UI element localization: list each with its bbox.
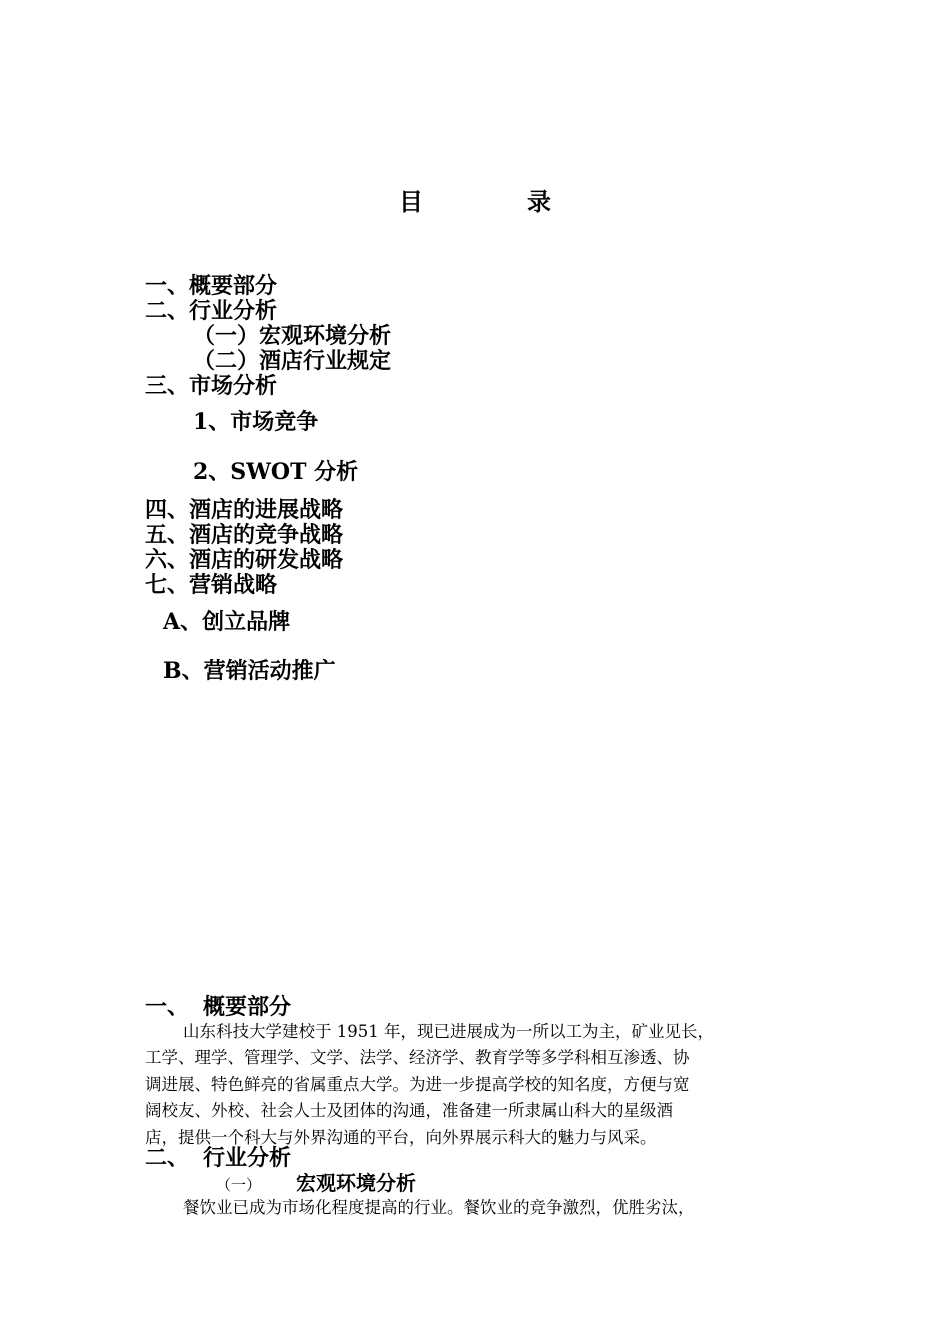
toc-item-5[interactable]: 五、酒店的竞争战略 bbox=[145, 522, 344, 548]
section-title: 行业分析 bbox=[203, 1145, 292, 1171]
section-number: 二、 bbox=[145, 1145, 190, 1171]
toc-title: 目 录 bbox=[399, 187, 591, 216]
toc-item-7-b[interactable]: B、营销活动推广 bbox=[163, 658, 336, 684]
paragraph-2 bbox=[145, 1195, 805, 1221]
toc-item-2-2[interactable]: （二）酒店行业规定 bbox=[193, 348, 392, 374]
subsection-heading-1 bbox=[216, 1171, 416, 1197]
paragraph-line: 工学、理学、管理学、文学、法学、经济学、教育学等多学科相互渗透、协 bbox=[145, 1048, 690, 1068]
toc-item-4[interactable]: 四、酒店的进展战略 bbox=[145, 497, 344, 523]
paragraph-line: 山东科技大学建校于 1951 年，现已进展成为一所以工为主，矿业见长， bbox=[183, 1022, 714, 1041]
toc-item-1[interactable]: 一、概要部分 bbox=[145, 273, 278, 299]
toc-item-2[interactable]: 二、行业分析 bbox=[145, 298, 278, 324]
toc-item-3-1[interactable]: 1、市场竞争 bbox=[193, 409, 319, 435]
toc-item-7-a[interactable]: A、创立品牌 bbox=[163, 609, 291, 635]
toc-item-7[interactable]: 七、营销战略 bbox=[145, 572, 278, 598]
subsection-number: （一） bbox=[216, 1176, 262, 1194]
section-number: 一、 bbox=[145, 994, 190, 1020]
toc-item-3[interactable]: 三、市场分析 bbox=[145, 373, 278, 399]
paragraph-line: 调进展、特色鲜亮的省属重点大学。为进一步提高学校的知名度，方便与宽 bbox=[145, 1074, 690, 1094]
section-title: 概要部分 bbox=[203, 994, 292, 1020]
paragraph-1 bbox=[145, 1019, 805, 1151]
section-heading-2 bbox=[145, 1146, 291, 1171]
toc-item-2-1[interactable]: （一）宏观环境分析 bbox=[193, 323, 392, 349]
subsection-title: 宏观环境分析 bbox=[296, 1171, 416, 1195]
paragraph-line: 餐饮业已成为市场化程度提高的行业。餐饮业的竞争激烈，优胜劣汰， bbox=[183, 1198, 695, 1217]
paragraph-line: 阔校友、外校、社会人士及团体的沟通，准备建一所隶属山科大的星级酒 bbox=[145, 1101, 673, 1121]
section-heading-1 bbox=[145, 995, 291, 1020]
paragraph-line: 店，提供一个科大与外界沟通的平台，向外界展示科大的魅力与风采。 bbox=[145, 1127, 657, 1147]
toc-item-3-2[interactable]: 2、SWOT 分析 bbox=[193, 459, 359, 485]
toc-item-6[interactable]: 六、酒店的研发战略 bbox=[145, 547, 344, 573]
